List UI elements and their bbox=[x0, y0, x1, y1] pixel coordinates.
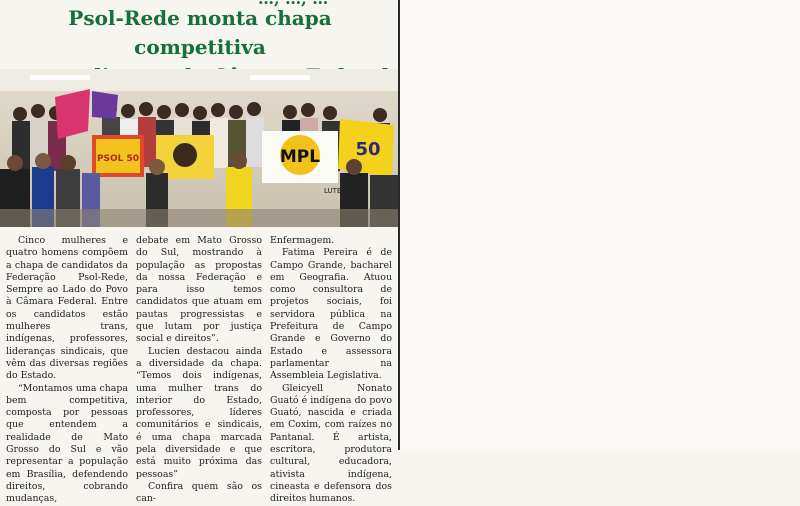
left-text-column-1 bbox=[6, 235, 128, 506]
left-col2-paragraph: Confira quem são os can- bbox=[136, 480, 262, 505]
left-col3-paragraph: Enfermagem. bbox=[270, 235, 335, 246]
left-col1-paragraph: “Montamos uma chapa bem competitiva, composta por pessoas que entendem a realidade de Mato Grosso do Sul e vão representar a população em Brasília, defendendo direitos, cobrando mudanças, bbox=[6, 382, 128, 505]
psol-sign-text: PSOL 50 bbox=[96, 154, 140, 164]
left-col1-paragraph: Cinco mulheres e quatro homens compõem a chapa de candidatos da Federação Psol-Rede, Sempre ao Lado do Povo à Câmara Federal. Entre os candidatos estão mulheres trans, indígenas, professores, lideranças sindicais, que vêm das diversas regiões do Estado. bbox=[6, 235, 128, 382]
left-col2-paragraph: Lucien destacou ainda a diversidade da chapa. “Temos dois indígenas, uma mulher trans do interior do Estado, professores, líderes comunitários e sindicais, é uma chapa marcada pela diversidade e que está muito próxima das pessoas” bbox=[136, 345, 262, 480]
left-col2-paragraph: debate em Mato Grosso do Sul, mostrando à população as propostas da nossa Federação e para isso temos candidatos que atuam em pautas progressistas e que lutam por justiça social e direitos”. bbox=[136, 235, 262, 345]
left-col3-paragraph: Fatima Pereira é de Campo Grande, bacharel em Geografia. Atuou como consultora de projetos sociais, foi servidora pública na Prefeitura de Campo Grande e Governo do Estado e assessora parlamentar na Assembleia Legislativa. bbox=[270, 247, 392, 382]
yellow-sign-text: 50 bbox=[355, 139, 381, 160]
mpl-sign-text: MPL bbox=[279, 147, 321, 167]
left-article bbox=[0, 0, 400, 505]
left-col3-paragraph: Gleicyell Nonato Guató é indígena do povo Guató, nascida e criada em Coxim, com raízes no Pantanal. É artista, escritora, produtora cultural, educadora, ativista indígena, cineasta e defensora dos direitos humanos. bbox=[270, 382, 392, 505]
lute-sign-text: LUTE bbox=[324, 187, 342, 195]
left-headline-line-1: Psol-Rede monta chapa competitiva bbox=[68, 6, 332, 59]
left-text-column-3 bbox=[270, 235, 392, 506]
group-photo bbox=[0, 69, 398, 227]
right-article bbox=[400, 0, 800, 450]
left-text-column-2 bbox=[136, 235, 262, 506]
